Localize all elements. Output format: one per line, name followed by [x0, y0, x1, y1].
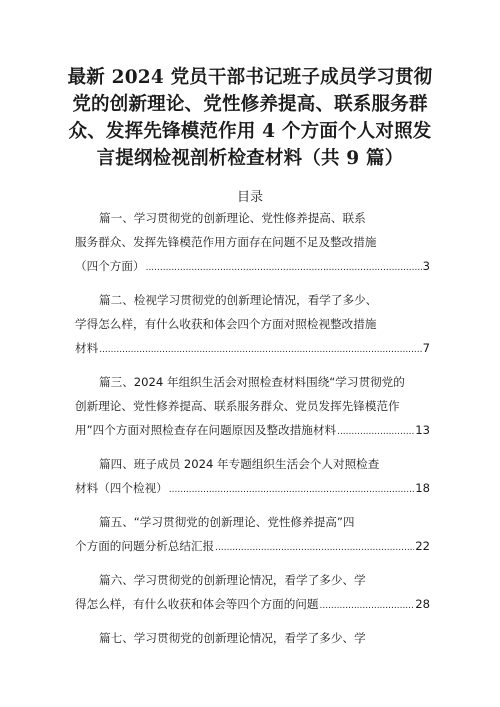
toc-page-number: 22: [415, 539, 430, 553]
toc-entry-6[interactable]: [75, 568, 430, 616]
toc-entry-text: 材料（四个检视）: [75, 481, 168, 495]
dot-leader: [169, 476, 414, 500]
toc-entry-1[interactable]: [75, 206, 430, 278]
title-line: 最新 2024 党员干部书记班子成员学习贯彻: [67, 67, 433, 88]
toc-entry-text: 篇二、检视学习贯彻党的创新理论情况，看学了多少、: [99, 293, 378, 307]
toc-entry-text: 用”四个方面对照检查存在问题原因及整改措施材料: [75, 423, 337, 437]
toc-entry-text: 篇六、学习贯彻党的创新理论情况，看学了多少、学: [99, 573, 366, 587]
toc-entry-text: 篇一、学习贯彻党的创新理论、党性修养提高、联系: [99, 211, 366, 225]
toc-entry-leader-line: [75, 418, 430, 442]
toc-entry-text: 得怎么样，有什么收获和体会等四个方面的问题: [75, 597, 319, 611]
toc-entry-leader-line: [75, 592, 430, 616]
toc-entry-text: （四个方面）: [75, 259, 145, 273]
toc-entry-text: 服务群众、发挥先锋模范作用方面存在问题不足及整改措施: [75, 235, 377, 249]
toc-entry-text: 篇三、2024 年组织生活会对照检查材料围绕“学习贯彻党的: [99, 375, 405, 389]
toc-entry-5[interactable]: [75, 510, 430, 558]
toc-entry-leader-line: [75, 476, 430, 500]
dot-leader: [215, 534, 414, 558]
dot-leader: [337, 418, 414, 442]
toc-entry-leader-line: [75, 336, 430, 360]
toc-entry-text: 个方面的问题分析总结汇报: [75, 539, 215, 553]
document-title: [64, 64, 436, 172]
toc-entry-3[interactable]: [75, 370, 430, 442]
toc-heading: 目录: [236, 190, 263, 205]
toc-entry-text: 材料: [75, 341, 99, 355]
dot-leader: [319, 592, 414, 616]
toc-entry-leader-line: [75, 254, 430, 278]
title-line: 众、发挥先锋模范作用 4 个方面个人对照发: [68, 121, 432, 142]
toc-page-number: 28: [415, 597, 430, 611]
title-line: 言提纲检视剖析检查材料（共 9 篇）: [96, 148, 404, 169]
toc-entry-7[interactable]: [75, 626, 430, 650]
toc-entry-text: 创新理论、党性修养提高、联系服务群众、党员发挥先锋模范作: [75, 399, 400, 413]
toc-entry-text: 篇七、学习贯彻党的创新理论情况，看学了多少、学: [99, 631, 366, 645]
toc-page-number: 7: [422, 341, 430, 355]
toc-page-number: 13: [415, 423, 430, 437]
toc-entry-text: 学得怎么样，有什么收获和体会四个方面对照检视整改措施: [75, 317, 377, 331]
dot-leader: [146, 254, 422, 278]
toc-entry-2[interactable]: [75, 288, 430, 360]
toc-entry-text: 篇四、班子成员 2024 年专题组织生活会个人对照检查: [99, 457, 380, 471]
toc-entry-leader-line: [75, 534, 430, 558]
toc-page-number: 3: [422, 259, 430, 273]
toc-page-number: 18: [415, 481, 430, 495]
toc-entry-4[interactable]: [75, 452, 430, 500]
dot-leader: [99, 336, 421, 360]
table-of-contents: [75, 206, 430, 650]
title-line: 党的创新理论、党性修养提高、联系服务群: [72, 94, 428, 115]
toc-entry-text: 篇五、“学习贯彻党的创新理论、党性修养提高”四: [99, 515, 355, 529]
